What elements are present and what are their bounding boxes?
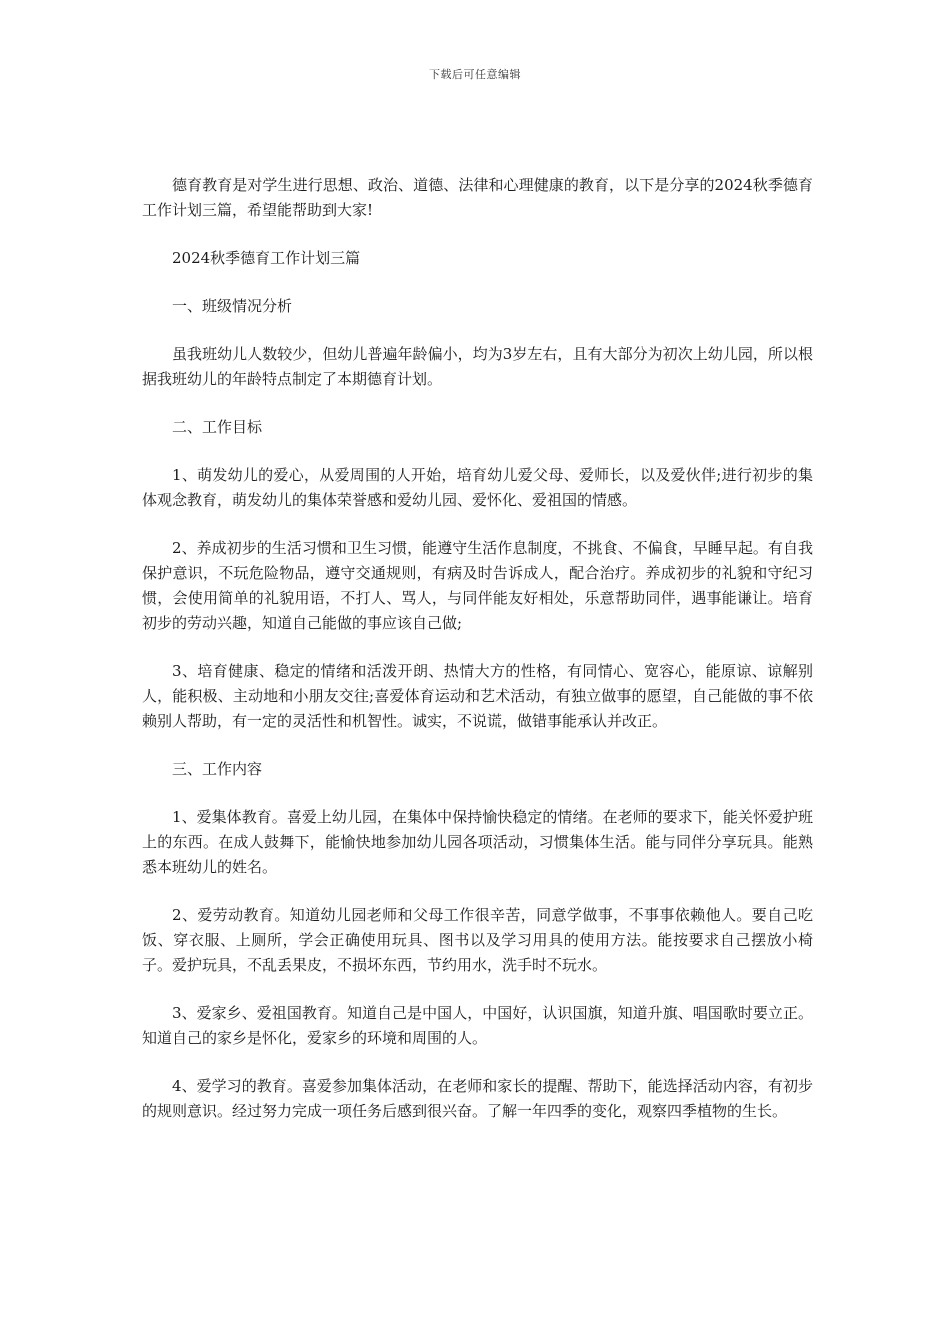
goal-item-3: 3、培育健康、稳定的情绪和活泼开朗、热情大方的性格，有同情心、宽容心，能原谅、谅解别人，能积极、主动地和小朋友交往;喜爱体育运动和艺术活动，有独立做事的愿望，自己能做的事不依赖别人帮助，有一定的灵活性和机智性。诚实，不说谎，做错事能承认并改正。	[142, 662, 813, 730]
section-heading-1: 一、班级情况分析	[172, 297, 293, 315]
content-item-1: 1、爱集体教育。喜爱上幼儿园，在集体中保持愉快稳定的情绪。在老师的要求下，能关怀爱护班上的东西。在成人鼓舞下，能愉快地参加幼儿园各项活动，习惯集体生活。能与同伴分享玩具。能熟悉本班幼儿的姓名。	[142, 808, 813, 876]
header-note: 下载后可任意编辑	[429, 68, 521, 81]
section-heading-3: 三、工作内容	[172, 760, 263, 778]
goal-item-1: 1、萌发幼儿的爱心，从爱周围的人开始，培育幼儿爱父母、爱师长，以及爱伙伴;进行初步的集体观念教育，萌发幼儿的集体荣誉感和爱幼儿园、爱怀化、爱祖国的情感。	[142, 466, 813, 509]
section-heading-2: 二、工作目标	[172, 418, 263, 436]
intro-paragraph: 德育教育是对学生进行思想、政治、道德、法律和心理健康的教育，以下是分享的2024秋季德育工作计划三篇，希望能帮助到大家!	[142, 176, 813, 219]
content-item-3: 3、爱家乡、爱祖国教育。知道自己是中国人，中国好，认识国旗，知道升旗、唱国歌时要立正。知道自己的家乡是怀化，爱家乡的环境和周围的人。	[142, 1004, 813, 1047]
class-analysis-paragraph: 虽我班幼儿人数较少，但幼儿普遍年龄偏小，均为3岁左右，且有大部分为初次上幼儿园，所以根据我班幼儿的年龄特点制定了本期德育计划。	[142, 345, 813, 388]
goal-item-2: 2、养成初步的生活习惯和卫生习惯，能遵守生活作息制度，不挑食、不偏食，早睡早起。有自我保护意识，不玩危险物品，遵守交通规则，有病及时告诉成人，配合治疗。养成初步的礼貌和守纪习惯，会使用简单的礼貌用语，不打人、骂人，与同伴能友好相处，乐意帮助同伴，遇事能谦让。培育初步的劳动兴趣，知道自己能做的事应该自己做;	[142, 539, 813, 632]
content-item-2: 2、爱劳动教育。知道幼儿园老师和父母工作很辛苦，同意学做事，不事事依赖他人。要自己吃饭、穿衣服、上厕所，学会正确使用玩具、图书以及学习用具的使用方法。能按要求自己摆放小椅子。爱护玩具，不乱丢果皮，不损坏东西，节约用水，洗手时不玩水。	[142, 906, 813, 974]
content-item-4: 4、爱学习的教育。喜爱参加集体活动，在老师和家长的提醒、帮助下，能选择活动内容，有初步的规则意识。经过努力完成一项任务后感到很兴奋。了解一年四季的变化，观察四季植物的生长。	[142, 1077, 813, 1120]
document-title: 2024秋季德育工作计划三篇	[172, 249, 361, 267]
document-body	[142, 173, 813, 1147]
